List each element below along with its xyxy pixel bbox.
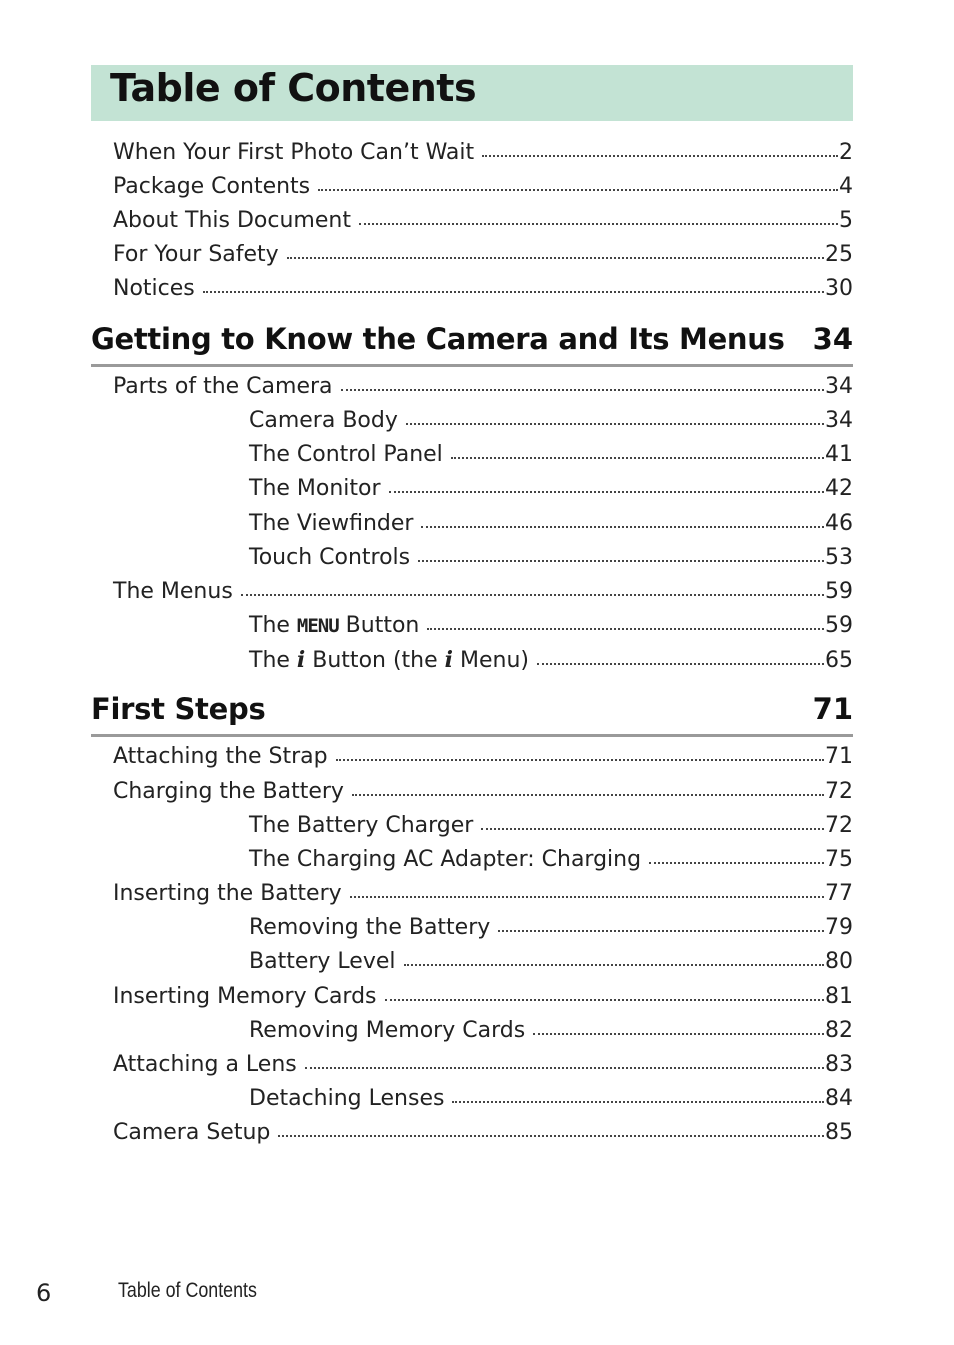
toc-entry-label: The Menus	[113, 579, 233, 604]
toc-entry-page: 41	[825, 442, 853, 467]
dot-leader	[537, 659, 824, 665]
dot-leader	[352, 790, 824, 796]
toc-entry[interactable]	[113, 238, 853, 272]
toc-entry-page: 84	[825, 1086, 853, 1111]
toc-entry[interactable]	[113, 740, 853, 774]
toc-entry-label: About This Document	[113, 208, 351, 233]
dot-leader	[421, 522, 824, 528]
toc-entry-page: 72	[825, 779, 853, 804]
toc-entry-page: 77	[825, 881, 853, 906]
dot-leader	[406, 419, 824, 425]
toc-entry-label	[249, 643, 537, 678]
toc-entry-page: 46	[825, 511, 853, 536]
toc-entry[interactable]	[113, 204, 853, 238]
section-page: 71	[812, 692, 853, 726]
toc-entry-page: 59	[825, 613, 853, 638]
toc-entry-label: The Control Panel	[249, 442, 443, 467]
footer-page-number: 6	[36, 1279, 52, 1307]
dot-leader	[241, 590, 824, 596]
toc-entry-page: 59	[825, 579, 853, 604]
toc-entry-label: Camera Setup	[113, 1120, 271, 1145]
toc-entry-page: 65	[825, 648, 853, 673]
label-text: The	[249, 648, 297, 673]
toc-entry[interactable]	[113, 775, 853, 809]
toc-subentry[interactable]	[249, 609, 853, 643]
section-title: Getting to Know the Camera and Its Menus	[91, 322, 785, 356]
toc-subentry[interactable]	[249, 843, 853, 877]
toc-subentry[interactable]	[249, 438, 853, 472]
dot-leader	[451, 453, 824, 459]
toc-subentry[interactable]	[249, 472, 853, 506]
toc-entry-label: The Charging AC Adapter: Charging	[249, 847, 642, 872]
i-button-icon: i	[444, 647, 453, 673]
dot-leader	[341, 385, 824, 391]
toc-entry-label: Detaching Lenses	[249, 1086, 445, 1111]
toc-entry[interactable]	[113, 877, 853, 911]
toc-entry-page: 42	[825, 476, 853, 501]
toc-subentry[interactable]	[249, 809, 853, 843]
dot-leader	[498, 926, 824, 932]
toc-entry-label: The Viewfinder	[249, 511, 414, 536]
dot-leader	[287, 253, 824, 259]
toc-entry-page: 34	[825, 408, 853, 433]
toc-subentry[interactable]	[249, 1082, 853, 1116]
dot-leader	[452, 1097, 824, 1103]
toc-entry-page: 82	[825, 1018, 853, 1043]
label-text: Button (the	[305, 648, 445, 673]
dot-leader	[359, 219, 838, 225]
dot-leader	[336, 755, 824, 761]
section-page: 34	[812, 322, 853, 356]
toc-subentry[interactable]	[249, 945, 853, 979]
dot-leader	[482, 151, 838, 157]
toc-entry-page: 72	[825, 813, 853, 838]
toc-entry-label: Removing the Battery	[249, 915, 491, 940]
section-heading[interactable]	[91, 688, 853, 737]
toc-entry-label: The Battery Charger	[249, 813, 474, 838]
toc-entry-page: 79	[825, 915, 853, 940]
page-title: Table of Contents	[110, 66, 477, 110]
toc-subentry[interactable]	[249, 404, 853, 438]
toc-entry[interactable]	[113, 272, 853, 306]
toc-entry-label: Charging the Battery	[113, 779, 344, 804]
dot-leader	[389, 487, 824, 493]
dot-leader	[481, 824, 824, 830]
label-text: Button	[338, 613, 420, 638]
section-title: First Steps	[91, 692, 266, 726]
toc-entry[interactable]	[113, 170, 853, 204]
toc-entry-label: When Your First Photo Can’t Wait	[113, 140, 475, 165]
label-text: The	[249, 613, 297, 638]
toc-entry-page: 30	[825, 276, 853, 301]
toc-entry-label: Battery Level	[249, 949, 396, 974]
toc-entry-label	[249, 609, 427, 643]
toc-entry-page: 34	[825, 374, 853, 399]
toc-entry-page: 4	[839, 174, 853, 199]
toc-entry[interactable]	[113, 136, 853, 170]
toc-subentry[interactable]	[249, 1014, 853, 1048]
dot-leader	[385, 995, 824, 1001]
footer-running-title: Table of Contents	[118, 1279, 257, 1302]
toc-entry-label: Package Contents	[113, 174, 311, 199]
toc-entry-label: Touch Controls	[249, 545, 411, 570]
dot-leader	[318, 185, 838, 191]
dot-leader	[278, 1131, 824, 1137]
dot-leader	[404, 960, 825, 966]
toc-entry-page: 75	[825, 847, 853, 872]
toc-entry[interactable]	[113, 1116, 853, 1150]
toc-entry-label: Attaching a Lens	[113, 1052, 297, 1077]
section-heading[interactable]	[91, 318, 853, 367]
toc-entry[interactable]	[113, 370, 853, 404]
dot-leader	[427, 624, 824, 630]
dot-leader	[649, 858, 824, 864]
dot-leader	[203, 287, 824, 293]
toc-subentry[interactable]	[249, 507, 853, 541]
toc-entry-page: 71	[825, 744, 853, 769]
title-band	[91, 65, 853, 121]
toc-entry-page: 2	[839, 140, 853, 165]
toc-entry-label: For Your Safety	[113, 242, 279, 267]
toc-entry-page: 85	[825, 1120, 853, 1145]
toc-entry-label: The Monitor	[249, 476, 381, 501]
menu-button-icon: MENU	[296, 615, 339, 637]
i-button-icon: i	[296, 647, 306, 673]
toc-subentry[interactable]	[249, 541, 853, 575]
toc-entry-label: Inserting Memory Cards	[113, 984, 377, 1009]
toc-entry-label: Parts of the Camera	[113, 374, 333, 399]
toc-entry-label: Notices	[113, 276, 195, 301]
dot-leader	[418, 556, 824, 562]
toc-entry-page: 80	[825, 949, 853, 974]
toc-subentry[interactable]	[249, 643, 853, 678]
toc-entry-page: 25	[825, 242, 853, 267]
toc-entry-label: Inserting the Battery	[113, 881, 342, 906]
toc-entry-label: Removing Memory Cards	[249, 1018, 526, 1043]
toc-entry[interactable]	[113, 980, 853, 1014]
toc-entry-page: 5	[839, 208, 853, 233]
dot-leader	[305, 1063, 824, 1069]
toc-subentry[interactable]	[249, 911, 853, 945]
toc-entry-page: 81	[825, 984, 853, 1009]
label-text: Menu)	[453, 648, 529, 673]
dot-leader	[350, 892, 824, 898]
dot-leader	[533, 1029, 824, 1035]
toc-entry-label: Attaching the Strap	[113, 744, 328, 769]
toc-entry[interactable]	[113, 575, 853, 609]
toc-entry-page: 53	[825, 545, 853, 570]
toc-entry[interactable]	[113, 1048, 853, 1082]
toc-entry-label: Camera Body	[249, 408, 398, 433]
toc-entry-page: 83	[825, 1052, 853, 1077]
